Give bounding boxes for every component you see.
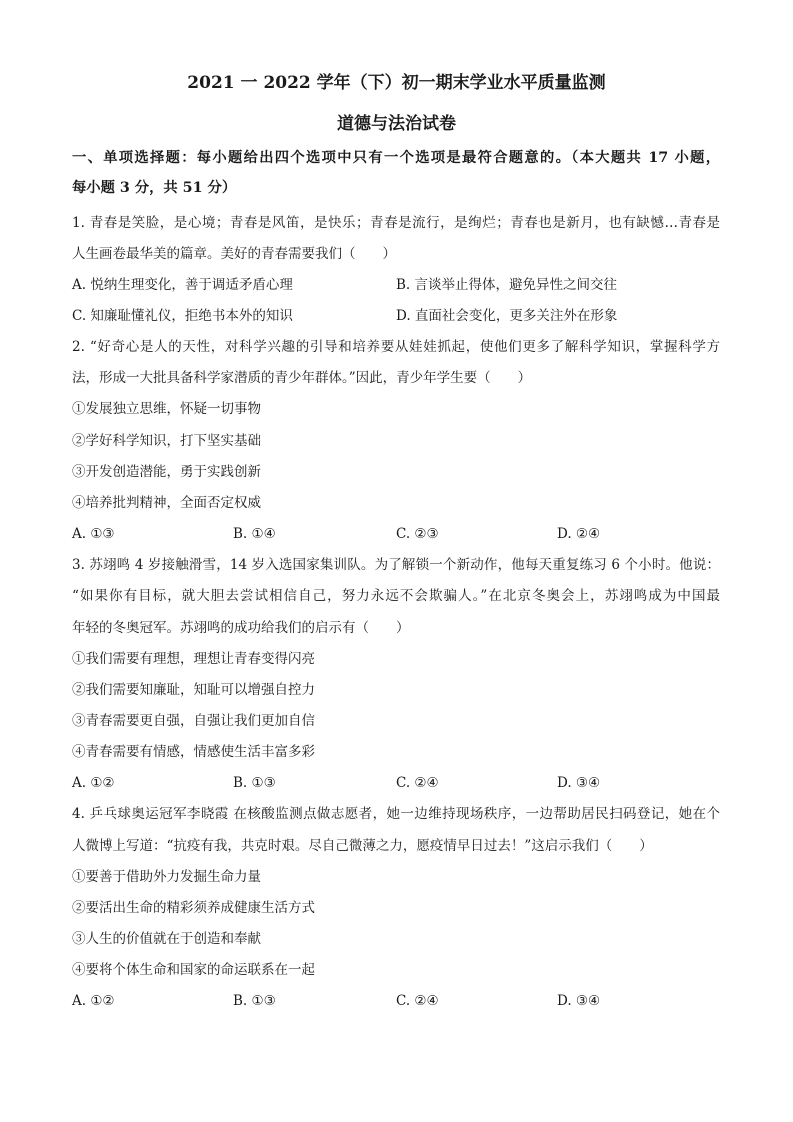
question-2-statement-4: ④培养批判精神，全面否定权威 (72, 494, 261, 511)
question-3-option-c: C. ②④ (396, 775, 439, 792)
exam-content (72, 143, 720, 1018)
question-2-statement-1: ①发展独立思维，怀疑一切事物 (72, 401, 261, 418)
question-4-stem-line-1: 4. 乒乓球奥运冠军李晓霞 在核酸监测点做志愿者，她一边维持现场秩序，一边帮助居民扫码登记，她在个 (72, 806, 720, 823)
question-4-option-b: B. ①③ (233, 993, 276, 1010)
question-3-stem-line-2: “如果你有目标，就大胆去尝试相信自己，努力永远不会欺骗人。”在北京冬奥会上，苏翊鸣成为中国最 (72, 588, 720, 605)
question-2-stem-line-1: 2. “好奇心是人的天性，对科学兴趣的引导和培养要从娃娃抓起，使他们更多了解科学知识，掌握科学方 (72, 339, 720, 356)
section-heading-line-2: 每小题 3 分，共 51 分） (72, 180, 237, 196)
exam-subtitle: 道德与法治试卷 (337, 114, 456, 134)
question-3-statement-1: ①我们需要有理想，理想让青春变得闪亮 (72, 650, 315, 667)
question-2-options-row (72, 519, 720, 550)
question-2-option-c: C. ②③ (396, 526, 439, 543)
question-4-option-d: D. ③④ (557, 993, 601, 1010)
question-2 (72, 332, 720, 550)
question-4-option-a: A. ①② (72, 993, 115, 1010)
question-3-statement-2: ②我们需要知廉耻，知耻可以增强自控力 (72, 681, 315, 698)
question-3-option-d: D. ③④ (557, 775, 601, 792)
question-4 (72, 799, 720, 1017)
question-2-option-a: A. ①③ (72, 526, 115, 543)
question-4-statement-4: ④要将个体生命和国家的命运联系在一起 (72, 962, 315, 979)
question-3-option-b: B. ①③ (233, 775, 276, 792)
exam-title: 2021 一 2022 学年（下）初一期末学业水平质量监测 (187, 73, 606, 93)
question-3-statement-3: ③青春需要更自强，自强让我们更加自信 (72, 713, 315, 729)
question-1-option-a: A. 悦纳生理变化，善于调适矛盾心理 (72, 276, 293, 293)
question-2-statement-2: ②学好科学知识，打下坚实基础 (72, 432, 261, 449)
question-3-stem-line-3: 年轻的冬奥冠军。苏翊鸣的成功给我们的启示有（ ） (72, 619, 410, 636)
question-1-options-row-2 (72, 301, 720, 332)
question-1-option-d: D. 直面社会变化，更多关注外在形象 (396, 307, 618, 324)
question-4-option-c: C. ②④ (396, 993, 439, 1010)
question-2-stem-line-2: 法，形成一大批具备科学家潜质的青少年群体。”因此，青少年学生要（ ） (72, 370, 532, 387)
question-1-option-b: B. 言谈举止得体，避免异性之间交往 (396, 276, 618, 293)
question-3 (72, 550, 720, 799)
question-4-statement-3: ③人生的价值就在于创造和奉献 (72, 931, 261, 948)
question-3-options-row (72, 768, 720, 799)
question-4-options-row (72, 986, 720, 1017)
question-4-statement-2: ②要活出生命的精彩须养成健康生活方式 (72, 899, 315, 916)
question-1-stem-line-2: 人生画卷最华美的篇章。美好的青春需要我们（ ） (72, 245, 396, 262)
question-1-option-c: C. 知廉耻懂礼仪，拒绝书本外的知识 (72, 307, 293, 324)
question-1 (72, 208, 720, 333)
question-1-options-row-1 (72, 270, 720, 301)
section-heading-line-1: 一、单项选择题：每小题给出四个选项中只有一个选项是最符合题意的。（本大题共 17 小题， (72, 150, 720, 166)
question-2-option-b: B. ①④ (233, 526, 276, 543)
question-2-option-d: D. ②④ (557, 526, 601, 543)
question-4-statement-1: ①要善于借助外力发掘生命力量 (72, 868, 261, 885)
question-3-statement-4: ④青春需要有情感，情感使生活丰富多彩 (72, 744, 315, 761)
question-3-stem-line-1: 3. 苏翊鸣 4 岁接触滑雪，14 岁入选国家集训队。为了解锁一个新动作，他每天重复练习 6 个小时。他说： (72, 557, 720, 574)
question-4-stem-line-2: 人微博上写道：“抗疫有我，共克时艰。尽自己微薄之力，愿疫情早日过去！”这启示我们（ ） (72, 837, 653, 854)
question-1-stem-line-1: 1. 青春是笑脸，是心境；青春是风笛，是快乐；青春是流行，是绚烂；青春也是新月，也有缺憾…青春是 (72, 214, 720, 231)
question-2-statement-3: ③开发创造潜能，勇于实践创新 (72, 463, 261, 480)
question-3-option-a: A. ①② (72, 775, 115, 792)
